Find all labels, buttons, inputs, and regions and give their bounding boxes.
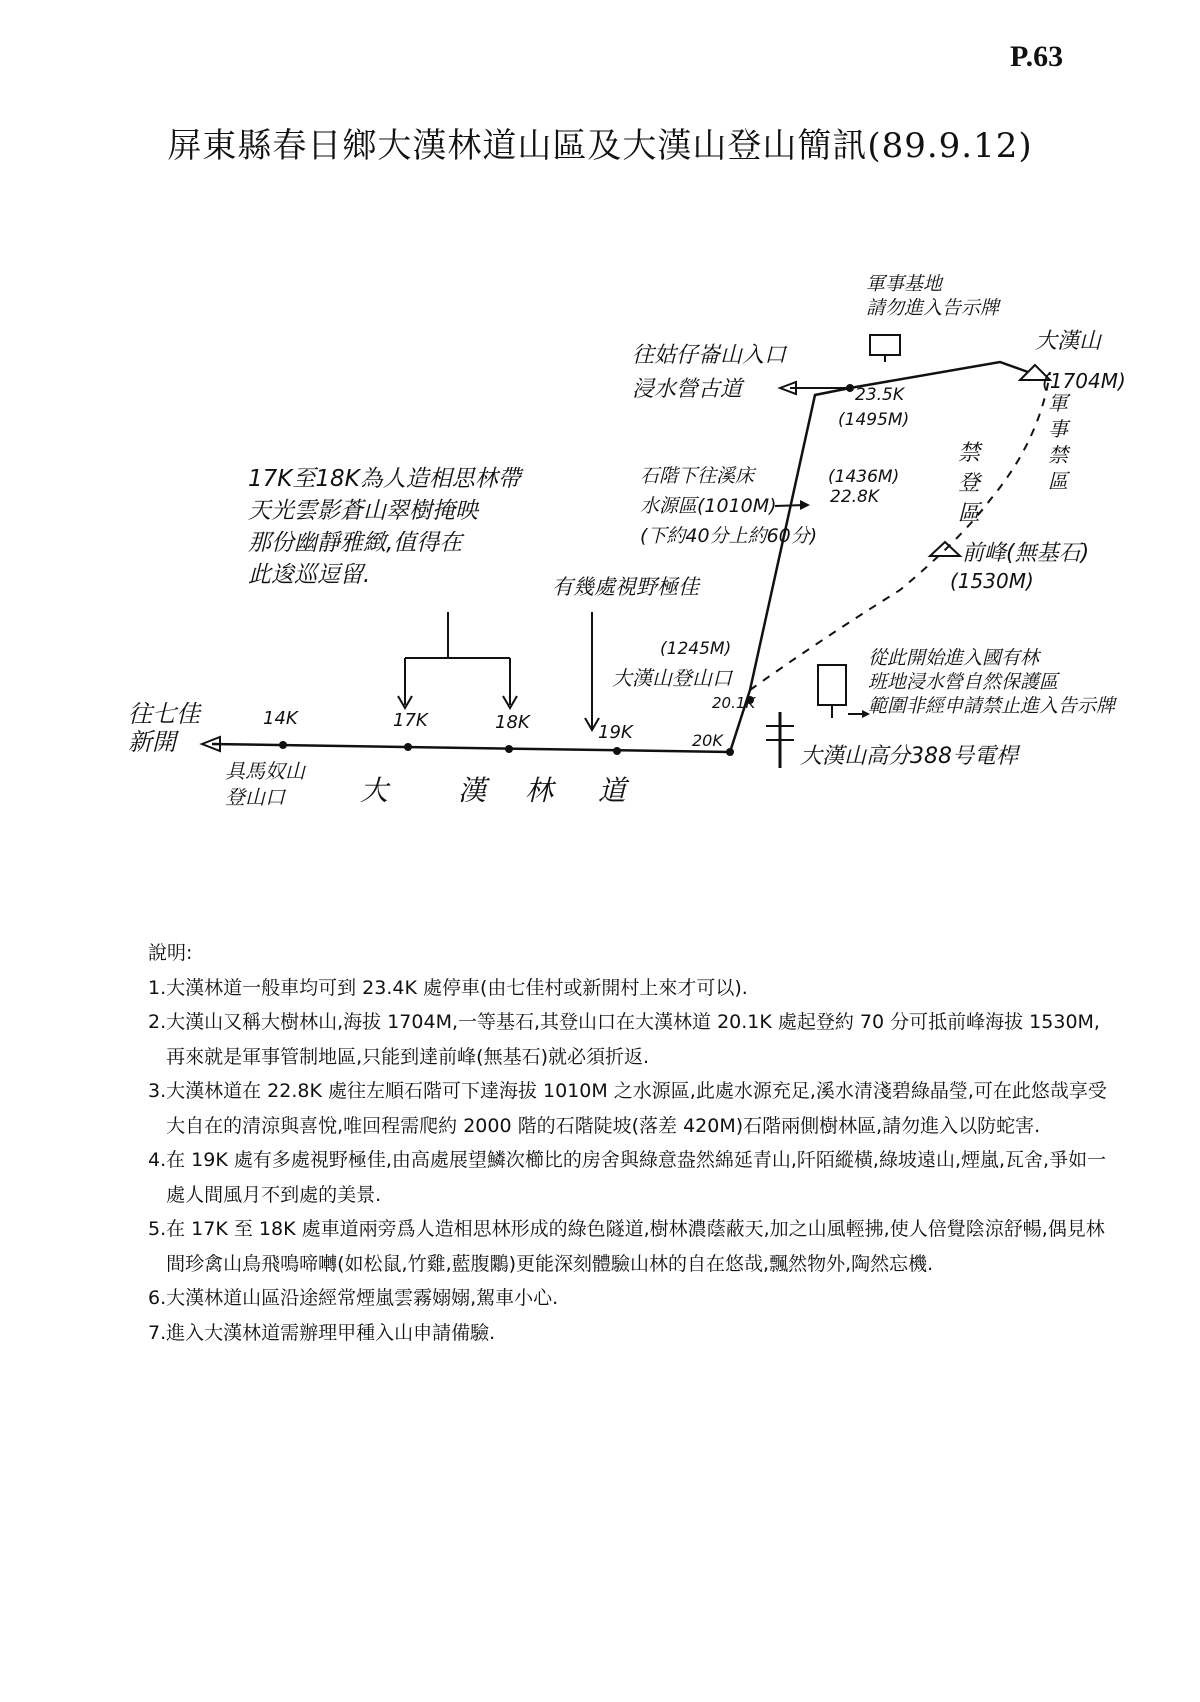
label-18k: 18K xyxy=(495,712,530,733)
note-item xyxy=(148,971,1108,1006)
label-elev-1495: (1495M) xyxy=(838,410,910,430)
note-text: 進入大漢林道需辦理甲種入山申請備驗. xyxy=(166,1321,496,1344)
note-text: 大漢林道在 22.8K 處往左順石階可下達海拔 1010M 之水源區,此處水源充足,溪水清淺碧綠晶瑩,可在此悠哉享受大自在的清涼與喜悅,唯回程需爬約 2000 階的石階陡坡(落差 420M)石階兩側樹林區,請勿進入以防蛇害. xyxy=(166,1080,1107,1137)
marker-17k xyxy=(404,743,412,751)
label-to-gulun: 往姑仔崙山入口浸水營古道 xyxy=(632,343,787,402)
note-number: 2. xyxy=(148,1011,167,1033)
label-17k: 17K xyxy=(393,710,428,731)
label-forest-note: 從此開始進入國有林班地浸水營自然保護區範圍非經申請禁止進入告示牌 xyxy=(868,647,1116,717)
notes-section xyxy=(148,936,1108,1350)
page-title: 屏東縣春日鄉大漢林道山區及大漢山登山簡訊(89.9.12) xyxy=(167,126,1033,166)
label-water-source: 石階下往溪床水源區(1010M) (下約40分上約60分) xyxy=(640,465,818,547)
note-item xyxy=(148,1143,1108,1212)
note-number: 6. xyxy=(148,1287,167,1309)
note-text: 大漢林道一般車均可到 23.4K 處停車(由七佳村或新開村上來才可以). xyxy=(166,976,748,999)
notes-heading: 說明: xyxy=(148,942,193,964)
label-20k: 20K xyxy=(692,731,723,750)
road-line xyxy=(212,744,730,752)
label-military-sign: 軍事基地請勿進入告示牌 xyxy=(866,273,1000,319)
label-dahan-elev: (1704M) xyxy=(1042,369,1126,393)
label-19k: 19K xyxy=(598,722,633,743)
road-name-3: 林 xyxy=(525,774,554,807)
marker-19k xyxy=(613,747,621,755)
marker-18k xyxy=(505,745,513,753)
label-pole: 大漢山高分388号電桿 xyxy=(800,744,1018,769)
label-start-text: 往七佳新開 xyxy=(128,700,200,756)
note-text: 在 19K 處有多處視野極佳,由高處展望鱗次櫛比的房舍與綠意盎然綿延青山,阡陌縱橫,綠坡遠山,煙嵐,瓦舍,爭如一處人間風月不到處的美景. xyxy=(166,1149,1107,1206)
label-dahan-trailhead: 大漢山登山口 xyxy=(612,666,732,690)
note-text: 在 17K 至 18K 處車道兩旁爲人造相思林形成的綠色隧道,樹林濃蔭蔽天,加之山風輕拂,使人倍覺陰涼舒暢,偶見林間珍禽山鳥飛鳴啼囀(如松鼠,竹雞,藍腹鷴)更能深刻體驗山林的自在悠哉,飄然物外,陶然忘機. xyxy=(166,1218,1105,1275)
page-number: P.63 xyxy=(1010,40,1064,73)
marker-23-5k xyxy=(846,384,854,392)
label-front-peak: 前峰(無基石) xyxy=(962,541,1090,566)
label-dahan-peak: 大漢山 xyxy=(1035,329,1102,354)
note-number: 3. xyxy=(148,1080,167,1102)
note-number: 5. xyxy=(148,1218,167,1240)
label-military-zone: 軍事禁區 xyxy=(1048,391,1068,493)
label-note-17-18k: 17K至18K為人造相思林帶天光雲影蒼山翠樹掩映那份幽靜雅緻,值得在此逡巡逗留. xyxy=(248,466,521,588)
note-number: 4. xyxy=(148,1149,167,1171)
road-name-4: 道 xyxy=(598,774,627,807)
note-item xyxy=(148,1281,1108,1316)
label-trailhead-elev: (1245M) xyxy=(660,639,732,659)
note-item xyxy=(148,1074,1108,1143)
marker-14k xyxy=(279,741,287,749)
label-elev-1436: (1436M) xyxy=(828,467,900,487)
label-14k: 14K xyxy=(263,708,298,729)
label-note-19k: 有幾處視野極佳 xyxy=(552,575,699,599)
label-20-1k: 20.1K xyxy=(712,694,756,712)
note-number: 7. xyxy=(148,1321,167,1344)
sign-military-icon xyxy=(870,335,900,355)
label-front-peak-elev: (1530M) xyxy=(950,569,1034,593)
notes-list xyxy=(148,971,1108,1351)
note-item xyxy=(148,1212,1108,1281)
note-item xyxy=(148,1316,1108,1351)
note-number: 1. xyxy=(148,976,167,999)
sign-forest-icon xyxy=(818,665,846,705)
road-name-1: 大 xyxy=(360,774,389,807)
note-text: 大漢林道山區沿途經常煙嵐雲霧嫋嫋,駕車小心. xyxy=(166,1287,559,1309)
label-22-8k: 22.8K xyxy=(830,487,879,507)
road-name-2: 漢 xyxy=(458,774,487,807)
note-item xyxy=(148,1005,1108,1074)
label-jiuma-trailhead: 具馬奴山登山口 xyxy=(225,759,305,809)
note-text: 大漢山又稱大樹林山,海拔 1704M,一等基石,其登山口在大漢林道 20.1K 處起登約 70 分可抵前峰海拔 1530M,再來就是軍事管制地區,只能到達前峰(無基石)就必須折返. xyxy=(166,1011,1100,1068)
label-no-climb-zone: 禁登區 xyxy=(958,441,981,526)
marker-20k xyxy=(726,748,734,756)
label-23-5k: 23.5K xyxy=(855,385,904,405)
